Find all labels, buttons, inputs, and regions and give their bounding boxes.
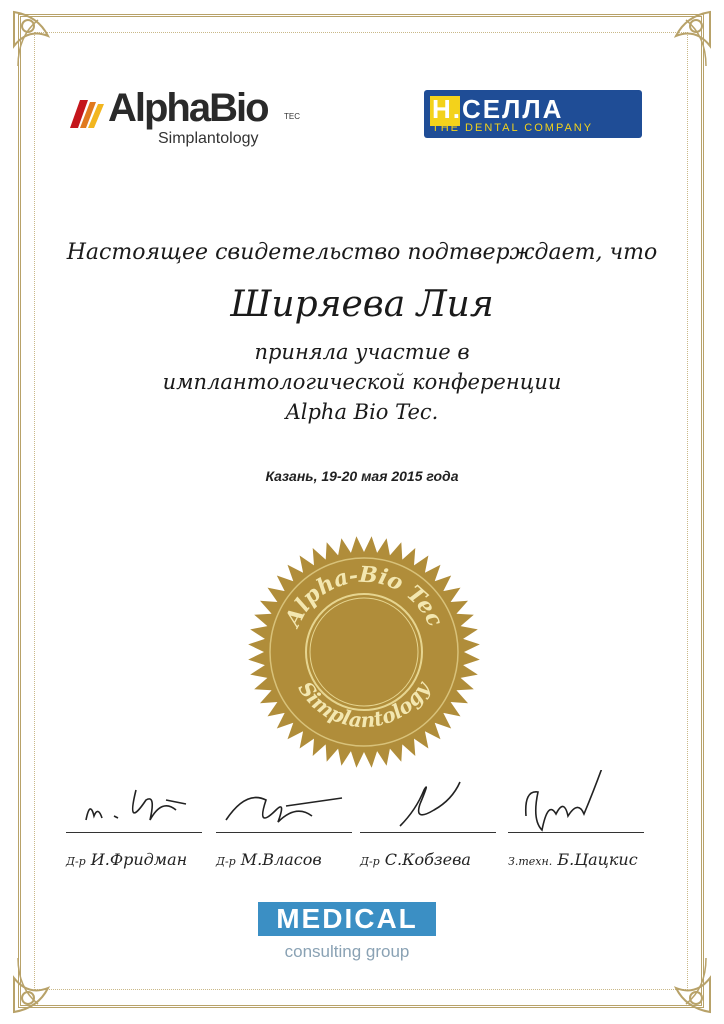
cella-logo xyxy=(424,90,642,138)
certificate-intro: Настоящее свидетельство подтверждает, что xyxy=(66,240,658,265)
signatory-name xyxy=(508,850,658,869)
signatory-surname: Б.Цацкис xyxy=(557,850,638,869)
handwritten-signature-icon xyxy=(508,770,648,834)
signatory-prefix: Д-р xyxy=(216,855,236,868)
corner-ornament-icon xyxy=(8,948,78,1018)
place-and-date: Казань, 19-20 мая 2015 года xyxy=(265,468,459,484)
corner-ornament-icon xyxy=(8,6,78,76)
signatory-surname: И.Фридман xyxy=(90,850,188,869)
recipient-name: Ширяева Лия xyxy=(230,284,494,325)
signature-block xyxy=(66,770,206,880)
handwritten-signature-icon xyxy=(216,770,356,834)
seal-top-text: Alpha-Bio Tec xyxy=(279,561,449,631)
alphabio-tec: TEC xyxy=(284,112,300,121)
gold-seal-icon xyxy=(244,532,484,772)
alphabio-tagline: Simplantology xyxy=(158,130,259,147)
cella-name: Н.СЕЛЛА xyxy=(432,94,564,124)
signature-line xyxy=(508,832,644,833)
seal-bottom-text: Simplantology xyxy=(293,677,435,733)
medical-logo-subtitle: consulting group xyxy=(284,942,410,961)
signature-line xyxy=(360,832,496,833)
signature-block xyxy=(508,770,648,880)
corner-ornament-icon xyxy=(646,6,716,76)
signatory-prefix: З.техн. xyxy=(508,855,553,868)
signature-block xyxy=(216,770,356,880)
cella-subtitle: THE DENTAL COMPANY xyxy=(432,122,594,134)
signatory-surname: М.Власов xyxy=(240,850,322,869)
alphabio-mark-icon xyxy=(66,92,110,132)
signatory-name xyxy=(216,850,366,869)
certificate-line-3: Alpha Bio Tec. xyxy=(285,400,439,424)
handwritten-signature-icon xyxy=(66,770,206,834)
signatory-name xyxy=(66,850,216,869)
alphabio-logo xyxy=(66,86,300,150)
certificate-line-1: приняла участие в xyxy=(254,340,470,364)
corner-ornament-icon xyxy=(646,948,716,1018)
certificate-line-2: имплантологической конференции xyxy=(162,370,562,394)
signature-line xyxy=(216,832,352,833)
signatory-name xyxy=(360,850,510,869)
medical-logo-text: MEDICAL xyxy=(276,903,418,934)
signature-block xyxy=(360,770,500,880)
alphabio-brand: AlphaBio xyxy=(108,86,268,130)
handwritten-signature-icon xyxy=(360,770,500,834)
medical-logo xyxy=(258,902,436,936)
signatory-prefix: Д-р xyxy=(66,855,86,868)
signatory-prefix: Д-р xyxy=(360,855,380,868)
signature-line xyxy=(66,832,202,833)
signatory-surname: С.Кобзева xyxy=(384,850,471,869)
